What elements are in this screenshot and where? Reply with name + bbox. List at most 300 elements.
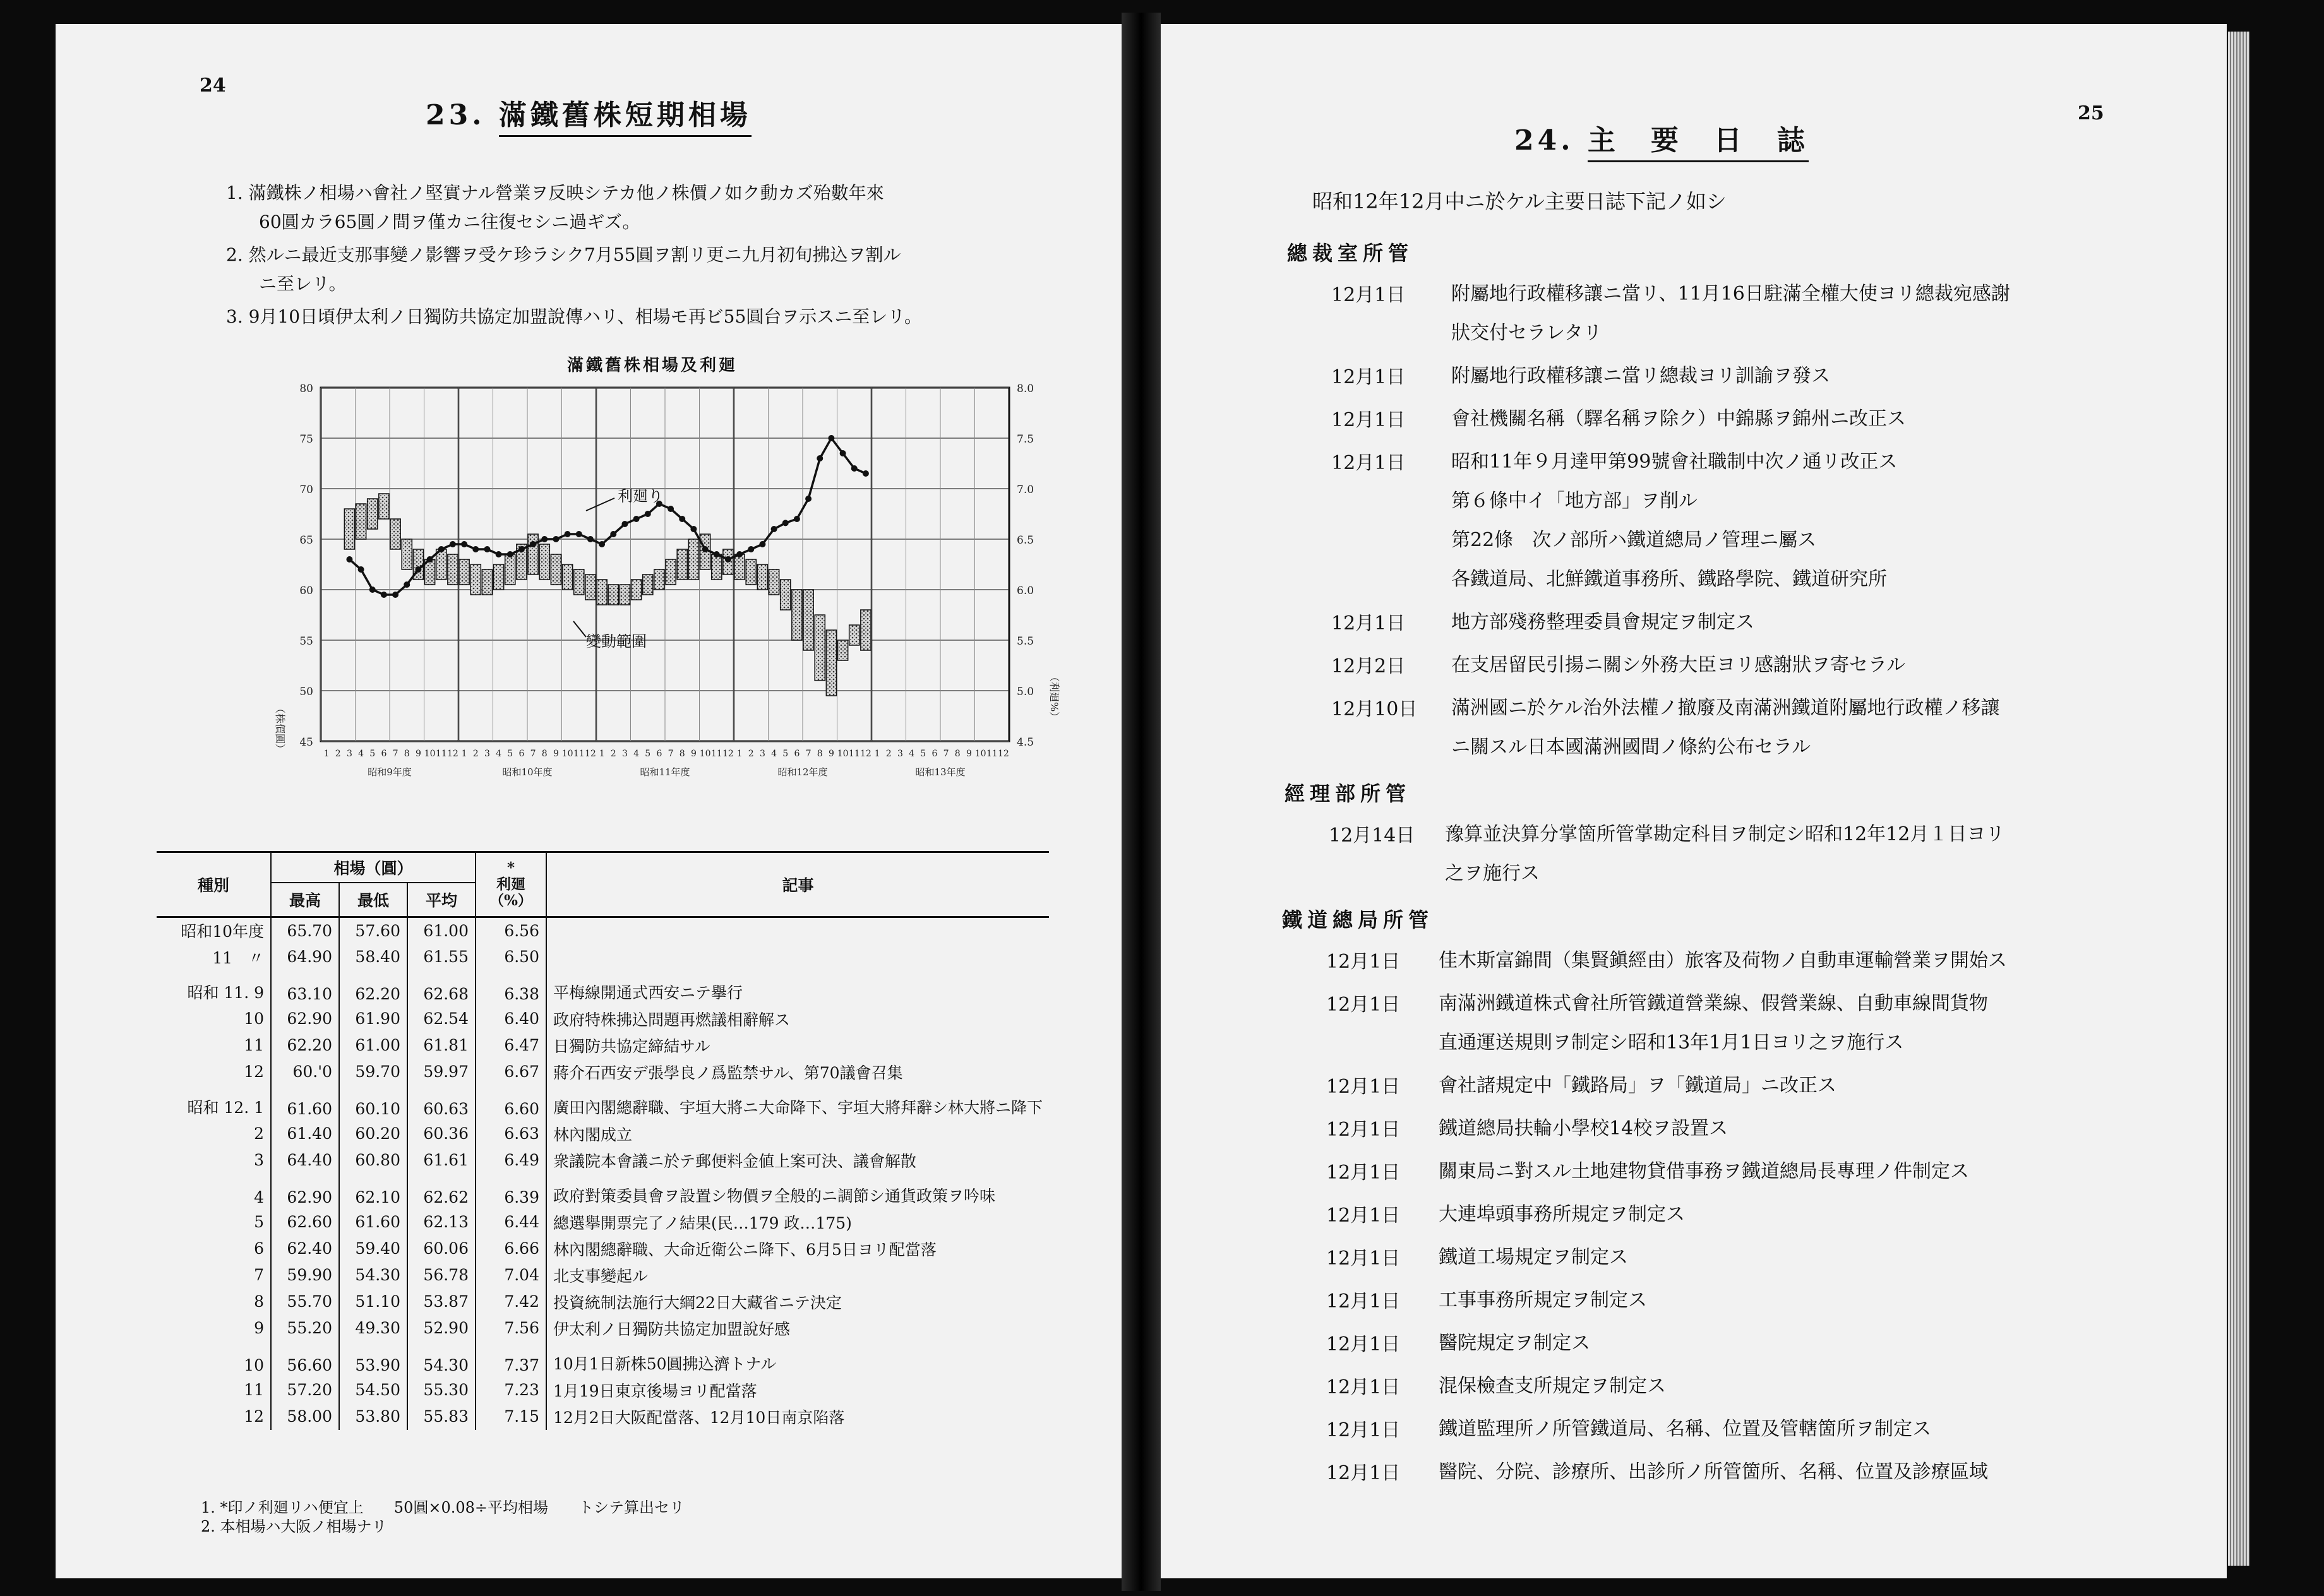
entry-text: 第22條 次ノ部所ハ鐵道總局ノ管理ニ屬ス <box>1451 529 1817 551</box>
x-tick-label: 2 <box>335 749 341 759</box>
cell-yield: 7.56 <box>476 1315 546 1342</box>
x-tick-label: 3 <box>346 749 352 759</box>
cell-high: 65.70 <box>271 917 339 944</box>
x-tick-label: 5 <box>645 749 651 759</box>
yield-point <box>633 516 640 522</box>
cell-low: 60.20 <box>339 1121 407 1147</box>
x-tick-label: 6 <box>518 749 525 759</box>
yield-point <box>461 541 467 547</box>
yield-point <box>587 536 594 542</box>
page-number: 25 <box>2078 102 2104 124</box>
entry-date: 12月1日 <box>1331 612 1406 634</box>
table-row <box>157 1342 1049 1377</box>
x-tick-label: 9 <box>966 749 972 759</box>
cell-note: 蔣介石西安デ張學良ノ爲監禁サル、第70議會召集 <box>553 1063 903 1082</box>
cell-yield: 6.60 <box>476 1085 546 1121</box>
cell-kind: 3 <box>157 1147 271 1174</box>
range-bar <box>620 585 630 605</box>
cell-yield: 6.49 <box>476 1147 546 1174</box>
x-tick-label: 4 <box>909 749 915 759</box>
cell-note: 政府對策委員會ヲ設置シ物價ヲ全般的ニ調節シ通貨政策ヲ吟味 <box>553 1186 996 1205</box>
yield-point <box>599 541 605 547</box>
cell-high: 57.20 <box>271 1377 339 1403</box>
range-bar <box>688 539 698 580</box>
yield-point <box>610 531 616 537</box>
x-tick-label: 7 <box>805 749 812 759</box>
x-tick-label: 9 <box>553 749 559 759</box>
page-edges <box>2228 32 2249 1566</box>
table-row <box>157 1174 1049 1209</box>
cell-yield: 7.37 <box>476 1342 546 1377</box>
entry-date: 12月1日 <box>1331 452 1406 474</box>
table-row <box>157 1209 1049 1236</box>
yield-point <box>736 551 743 557</box>
cell-yield: 7.42 <box>476 1289 546 1315</box>
cell-avg: 62.68 <box>407 970 476 1006</box>
cell-note: 日獨防共協定締結サル <box>553 1037 710 1056</box>
cell-low: 61.60 <box>339 1209 407 1236</box>
yield-point <box>404 581 410 588</box>
x-tick-label: 8 <box>541 749 548 759</box>
range-bar <box>781 580 791 610</box>
cell-avg: 62.62 <box>407 1174 476 1209</box>
entry-text: 工事事務所規定ヲ制定ス <box>1439 1289 1647 1311</box>
yield-point <box>541 536 548 542</box>
cell-low: 61.90 <box>339 1006 407 1032</box>
x-tick-label: 9 <box>690 749 697 759</box>
entry-text: 關東局ニ對スル土地建物貸借事務ヲ鐵道總局長專理ノ件制定ス <box>1439 1160 1969 1182</box>
range-bar <box>643 575 653 595</box>
table-row <box>157 1315 1049 1342</box>
x-tick-label: 11 <box>573 749 585 759</box>
entry-text: 鐵道總局扶輪小學校14校ヲ設置ス <box>1439 1117 1728 1140</box>
cell-kind: 8 <box>157 1289 271 1315</box>
x-tick-label: 1 <box>599 749 605 759</box>
yield-point <box>851 465 858 472</box>
cell-high: 56.60 <box>271 1342 339 1377</box>
table-row <box>157 1085 1049 1121</box>
entry-text: ニ關スル日本國滿洲國間ノ條約公布セラル <box>1451 736 1811 758</box>
cell-kind: 5 <box>157 1209 271 1236</box>
yield-point <box>472 546 479 552</box>
x-tick-label: 3 <box>484 749 490 759</box>
x-tick-label: 4 <box>771 749 777 759</box>
y-right-tick-label: 8.0 <box>1017 383 1034 395</box>
header-price-group: 相場（圓） <box>271 852 476 883</box>
yield-point <box>518 546 525 552</box>
range-bar <box>654 569 664 590</box>
table-row <box>157 917 1049 944</box>
cell-high: 58.00 <box>271 1403 339 1430</box>
book-gutter <box>1122 13 1161 1591</box>
cell-kind: 11 〃 <box>157 944 271 970</box>
yield-point <box>346 556 352 563</box>
range-bar <box>448 554 458 585</box>
yield-point <box>576 531 582 537</box>
cell-low: 62.10 <box>339 1174 407 1209</box>
x-tick-label: 10 <box>837 749 849 759</box>
range-bar <box>379 494 389 519</box>
entry-date: 12月1日 <box>1326 1162 1401 1184</box>
entry-text: 第６條中イ「地方部」ヲ削ル <box>1451 490 1698 512</box>
year-label: 昭和9年度 <box>368 766 412 778</box>
cell-kind: 10 <box>157 1006 271 1032</box>
cell-kind: 4 <box>157 1174 271 1209</box>
range-bar <box>551 554 561 585</box>
cell-low: 53.80 <box>339 1403 407 1430</box>
cell-low: 51.10 <box>339 1289 407 1315</box>
x-tick-label: 2 <box>885 749 892 759</box>
entry-text: 鐵道監理所ノ所管鐵道局、名稱、位置及管轄箇所ヲ制定ス <box>1439 1418 1931 1440</box>
entry-date: 12月1日 <box>1326 1333 1401 1355</box>
cell-avg: 60.63 <box>407 1085 476 1121</box>
cell-avg: 55.83 <box>407 1403 476 1430</box>
entry-text: 會社諸規定中「鐵路局」ヲ「鐵道局」ニ改正ス <box>1439 1075 1836 1097</box>
entry-text: 在支居留民引揚ニ關シ外務大臣ヨリ感謝狀ヲ寄セラル <box>1451 654 1906 676</box>
entry-text: 狀交付セラレタリ <box>1451 322 1602 344</box>
cell-low: 54.50 <box>339 1377 407 1403</box>
note-line: 3. 9月10日頃伊太利ノ日獨防共協定加盟說傳ハリ、相場モ再ビ55圓台ヲ示スニ至レリ。 <box>226 306 922 327</box>
cell-avg: 54.30 <box>407 1342 476 1377</box>
cell-yield: 6.47 <box>476 1032 546 1059</box>
x-tick-label: 11 <box>848 749 860 759</box>
cell-note <box>546 944 1049 970</box>
entry-text: 附屬地行政權移讓ニ當リ總裁ヨリ訓諭ヲ發ス <box>1451 365 1830 387</box>
cell-avg: 55.30 <box>407 1377 476 1403</box>
entry-text: 佳木斯富錦間（集賢鎭經由）旅客及荷物ノ自動車運輸營業ヲ開始ス <box>1439 950 2007 972</box>
cell-yield: 6.63 <box>476 1121 546 1147</box>
entry-date: 12月1日 <box>1331 366 1406 388</box>
yield-point <box>381 592 387 598</box>
cell-yield: 6.50 <box>476 944 546 970</box>
range-bar <box>470 564 481 595</box>
x-tick-label: 5 <box>507 749 513 759</box>
annotation-yield: 利廻り <box>618 487 663 505</box>
section-title <box>1514 117 1809 158</box>
yield-point <box>840 450 846 456</box>
x-tick-label: 8 <box>404 749 410 759</box>
cell-low: 59.40 <box>339 1236 407 1262</box>
cell-yield: 6.38 <box>476 970 546 1006</box>
entry-text: 附屬地行政權移讓ニ當リ、11月16日駐滿全權大使ヨリ總裁宛感謝 <box>1451 283 2010 305</box>
entry-text: 滿洲國ニ於ケル治外法權ノ撤廢及南滿洲鐵道附屬地行政權ノ移讓 <box>1451 697 2000 719</box>
yield-point <box>690 526 697 532</box>
x-tick-label: 7 <box>392 749 398 759</box>
y-right-tick-label: 7.5 <box>1017 433 1034 446</box>
note-line: 60圓カラ65圓ノ間ヲ僅カニ往復セシニ過ギズ。 <box>259 211 640 232</box>
cell-yield: 6.39 <box>476 1174 546 1209</box>
cell-high: 55.20 <box>271 1315 339 1342</box>
note-line: ニ至レリ。 <box>259 273 347 294</box>
yield-point <box>748 546 754 552</box>
yield-point <box>805 496 812 502</box>
y-left-tick-label: 55 <box>299 635 313 648</box>
entry-date: 12月1日 <box>1326 994 1401 1016</box>
yield-point <box>759 541 765 547</box>
cell-kind: 12 <box>157 1059 271 1085</box>
x-tick-label: 4 <box>358 749 364 759</box>
x-tick-label: 8 <box>954 749 961 759</box>
x-tick-label: 12 <box>447 749 458 759</box>
cell-low: 60.10 <box>339 1085 407 1121</box>
range-bar <box>826 630 836 696</box>
yield-point <box>817 455 823 462</box>
entry-text: 混保檢查支所規定ヲ制定ス <box>1439 1375 1666 1397</box>
cell-kind: 9 <box>157 1315 271 1342</box>
year-label: 昭和11年度 <box>640 766 690 778</box>
x-tick-label: 3 <box>621 749 628 759</box>
x-tick-label: 5 <box>782 749 789 759</box>
price-table-grid <box>157 851 1049 1430</box>
yield-point <box>530 541 536 547</box>
entry-text: 之ヲ施行ス <box>1445 862 1540 884</box>
cell-avg: 53.87 <box>407 1289 476 1315</box>
cell-note: 伊太利ノ日獨防共協定加盟說好感 <box>553 1319 791 1338</box>
y-right-axis-label: （利廻%） <box>1048 672 1060 722</box>
year-label: 昭和10年度 <box>502 766 553 778</box>
cell-note: 1月19日東京後場ヨリ配當落 <box>553 1381 757 1400</box>
cell-kind: 11 <box>157 1032 271 1059</box>
cell-yield: 6.66 <box>476 1236 546 1262</box>
range-bar <box>390 519 400 549</box>
x-tick-label: 6 <box>931 749 938 759</box>
cell-note: 林內閣總辭職、大命近衛公ニ降下、6月5日ヨリ配當落 <box>553 1240 937 1259</box>
cell-avg: 56.78 <box>407 1262 476 1289</box>
entry-date: 12月10日 <box>1331 698 1418 720</box>
entry-date: 12月1日 <box>1326 1205 1401 1227</box>
cell-note: 林內閣成立 <box>553 1125 633 1144</box>
range-bar <box>574 569 584 595</box>
header-high: 最高 <box>271 883 339 917</box>
cell-yield: 6.40 <box>476 1006 546 1032</box>
entry-date: 12月14日 <box>1329 825 1415 847</box>
entry-text: 直通運送規則ヲ制定シ昭和13年1月1日ヨリ之ヲ施行ス <box>1439 1032 1904 1054</box>
header-kind: 種別 <box>157 852 271 917</box>
yield-point <box>369 587 376 593</box>
cell-high: 62.20 <box>271 1032 339 1059</box>
cell-high: 55.70 <box>271 1289 339 1315</box>
table-row <box>157 1032 1049 1059</box>
y-left-tick-label: 80 <box>299 383 313 395</box>
x-tick-label: 5 <box>920 749 926 759</box>
cell-low: 61.00 <box>339 1032 407 1059</box>
yield-point <box>392 592 398 598</box>
cell-kind: 昭和10年度 <box>157 917 271 944</box>
cell-avg: 62.13 <box>407 1209 476 1236</box>
x-tick-label: 6 <box>656 749 662 759</box>
y-right-tick-label: 6.5 <box>1017 534 1034 547</box>
table-row <box>157 1236 1049 1262</box>
range-bar <box>792 590 802 640</box>
range-bar <box>632 580 642 600</box>
section-title-text: 滿鐵舊株短期相場 <box>499 99 752 137</box>
cell-low: 58.40 <box>339 944 407 970</box>
cell-avg: 62.54 <box>407 1006 476 1032</box>
yield-point <box>679 516 685 522</box>
cell-high: 62.40 <box>271 1236 339 1262</box>
cell-high: 60.'0 <box>271 1059 339 1085</box>
range-bar <box>505 554 515 585</box>
range-bar <box>482 569 492 595</box>
cell-kind: 6 <box>157 1236 271 1262</box>
table-row <box>157 1262 1049 1289</box>
x-tick-label: 2 <box>748 749 754 759</box>
entry-text: 會社機關名稱（驛名稱ヲ除ク）中錦縣ヲ錦州ニ改正ス <box>1451 408 1906 430</box>
range-bar <box>597 580 607 605</box>
y-right-tick-label: 5.5 <box>1017 635 1034 648</box>
header-avg: 平均 <box>407 883 476 917</box>
range-bar <box>608 585 618 605</box>
cell-avg: 61.55 <box>407 944 476 970</box>
entry-text: 鐵道工場規定ヲ制定ス <box>1439 1246 1628 1268</box>
table-row <box>157 1006 1049 1032</box>
range-bar <box>677 549 687 580</box>
entry-text: 昭和11年９月達甲第99號會社職制中次ノ通リ改正ス <box>1451 451 1898 473</box>
entry-date: 12月1日 <box>1326 1290 1401 1313</box>
range-bar <box>344 509 354 549</box>
note-line: 2. 然ルニ最近支那事變ノ影響ヲ受ケ珍ラシク7月55圓ヲ割リ更ニ九月初旬拂込ヲ割ル <box>226 244 901 265</box>
cell-high: 62.60 <box>271 1209 339 1236</box>
cell-note: 北支事變起ル <box>553 1266 649 1285</box>
yield-point <box>828 435 834 441</box>
cell-avg: 60.06 <box>407 1236 476 1262</box>
cell-high: 63.10 <box>271 970 339 1006</box>
x-tick-label: 7 <box>668 749 674 759</box>
x-tick-label: 11 <box>986 749 998 759</box>
entry-text: 地方部殘務整理委員會規定ヲ制定ス <box>1451 611 1754 633</box>
header-note: 記事 <box>782 876 814 895</box>
x-tick-label: 6 <box>794 749 800 759</box>
x-tick-label: 7 <box>943 749 949 759</box>
yield-point <box>771 526 777 532</box>
cell-high: 59.90 <box>271 1262 339 1289</box>
yield-point <box>794 516 800 522</box>
x-tick-label: 10 <box>974 749 986 759</box>
section-title <box>426 92 752 133</box>
section-heading: 總裁室所管 <box>1287 241 1414 265</box>
y-left-tick-label: 70 <box>299 484 313 496</box>
range-bar <box>757 564 767 590</box>
range-bar <box>563 564 573 590</box>
range-bar <box>815 615 825 681</box>
range-bar <box>666 559 676 585</box>
right-page <box>1161 24 2227 1578</box>
cell-yield: 6.44 <box>476 1209 546 1236</box>
section-title-text: 主 要 日 誌 <box>1588 124 1809 162</box>
table-row <box>157 1377 1049 1403</box>
annotation-leader <box>586 498 614 511</box>
y-left-tick-label: 60 <box>299 585 313 597</box>
cell-avg: 59.97 <box>407 1059 476 1085</box>
x-tick-label: 2 <box>472 749 479 759</box>
x-tick-label: 10 <box>699 749 711 759</box>
table-row <box>157 1121 1049 1147</box>
cell-yield: 7.15 <box>476 1403 546 1430</box>
yield-point <box>415 566 421 573</box>
cell-yield: 7.23 <box>476 1377 546 1403</box>
cell-yield: 6.56 <box>476 917 546 944</box>
x-tick-label: 12 <box>585 749 596 759</box>
yield-point <box>621 521 628 527</box>
cell-kind: 11 <box>157 1377 271 1403</box>
cell-avg: 61.81 <box>407 1032 476 1059</box>
x-tick-label: 2 <box>610 749 616 759</box>
range-bar <box>849 625 860 645</box>
range-bar <box>459 559 469 585</box>
range-bar <box>803 590 813 650</box>
y-left-tick-label: 45 <box>299 736 313 749</box>
x-tick-label: 12 <box>998 749 1009 759</box>
entry-text: 醫院規定ヲ制定ス <box>1439 1332 1590 1354</box>
table-row <box>157 944 1049 970</box>
y-left-tick-label: 50 <box>299 686 313 698</box>
yield-point <box>668 506 674 512</box>
table-row <box>157 1147 1049 1174</box>
page-number: 24 <box>200 74 226 97</box>
footnote: 2. 本相場ハ大阪ノ相場ナリ <box>201 1518 387 1535</box>
price-table <box>157 851 1079 1430</box>
cell-low: 62.20 <box>339 970 407 1006</box>
cell-high: 62.90 <box>271 1174 339 1209</box>
range-bar <box>539 544 549 580</box>
x-tick-label: 6 <box>381 749 387 759</box>
header-yield: * 利廻 （%） <box>476 852 546 917</box>
entry-text: 南滿洲鐵道株式會社所管鐵道營業線、假營業線、自動車線間貨物 <box>1439 992 1988 1015</box>
x-tick-label: 5 <box>369 749 376 759</box>
yield-point <box>358 566 364 573</box>
x-tick-label: 11 <box>710 749 722 759</box>
yield-point <box>714 551 720 557</box>
cell-note: 10月1日新株50圓拂込濟トナル <box>553 1354 777 1373</box>
y-left-tick-label: 65 <box>299 534 313 547</box>
entry-date: 12月1日 <box>1326 1462 1401 1484</box>
intro-text: 昭和12年12月中ニ於ケル主要日誌下記ノ如シ <box>1312 189 1727 213</box>
cell-low: 54.30 <box>339 1262 407 1289</box>
footnote: 1. *印ノ利廻リハ便宜上 50圓×0.08÷平均相場 トシテ算出セリ <box>201 1499 685 1516</box>
x-tick-label: 12 <box>860 749 872 759</box>
range-bar <box>861 610 871 650</box>
cell-kind: 12 <box>157 1403 271 1430</box>
y-left-tick-label: 75 <box>299 433 313 446</box>
entry-text: 各鐵道局、北鮮鐵道事務所、鐵路學院、鐵道研究所 <box>1451 568 1887 590</box>
x-tick-label: 9 <box>828 749 834 759</box>
x-tick-label: 10 <box>424 749 436 759</box>
cell-high: 64.90 <box>271 944 339 970</box>
cell-avg: 61.00 <box>407 917 476 944</box>
y-left-axis-label: （株價圓） <box>274 703 286 754</box>
yield-point <box>782 520 789 526</box>
cell-note <box>546 917 1049 944</box>
table-row <box>157 970 1049 1006</box>
cell-note: 廣田內閣總辭職、宇垣大將ニ大命降下、宇垣大將拜辭シ林大將ニ降下 <box>553 1098 1043 1117</box>
annotation-leader <box>573 621 586 637</box>
x-tick-label: 1 <box>461 749 467 759</box>
yield-point <box>507 551 513 557</box>
entry-text: 豫算並決算分掌箇所管掌勘定科目ヲ制定シ昭和12年12月１日ヨリ <box>1445 823 2005 845</box>
y-right-tick-label: 6.0 <box>1017 585 1034 597</box>
entry-date: 12月1日 <box>1326 1076 1401 1098</box>
yield-point <box>553 536 559 542</box>
cell-low: 53.90 <box>339 1342 407 1377</box>
year-label: 昭和12年度 <box>777 766 828 778</box>
yield-point <box>427 556 433 563</box>
cell-high: 64.40 <box>271 1147 339 1174</box>
entry-date: 12月1日 <box>1326 1119 1401 1141</box>
cell-note: 投資統制法施行大綱22日大藏省ニテ決定 <box>553 1293 842 1312</box>
x-tick-label: 4 <box>633 749 640 759</box>
year-label: 昭和13年度 <box>915 766 966 778</box>
x-tick-label: 4 <box>496 749 502 759</box>
